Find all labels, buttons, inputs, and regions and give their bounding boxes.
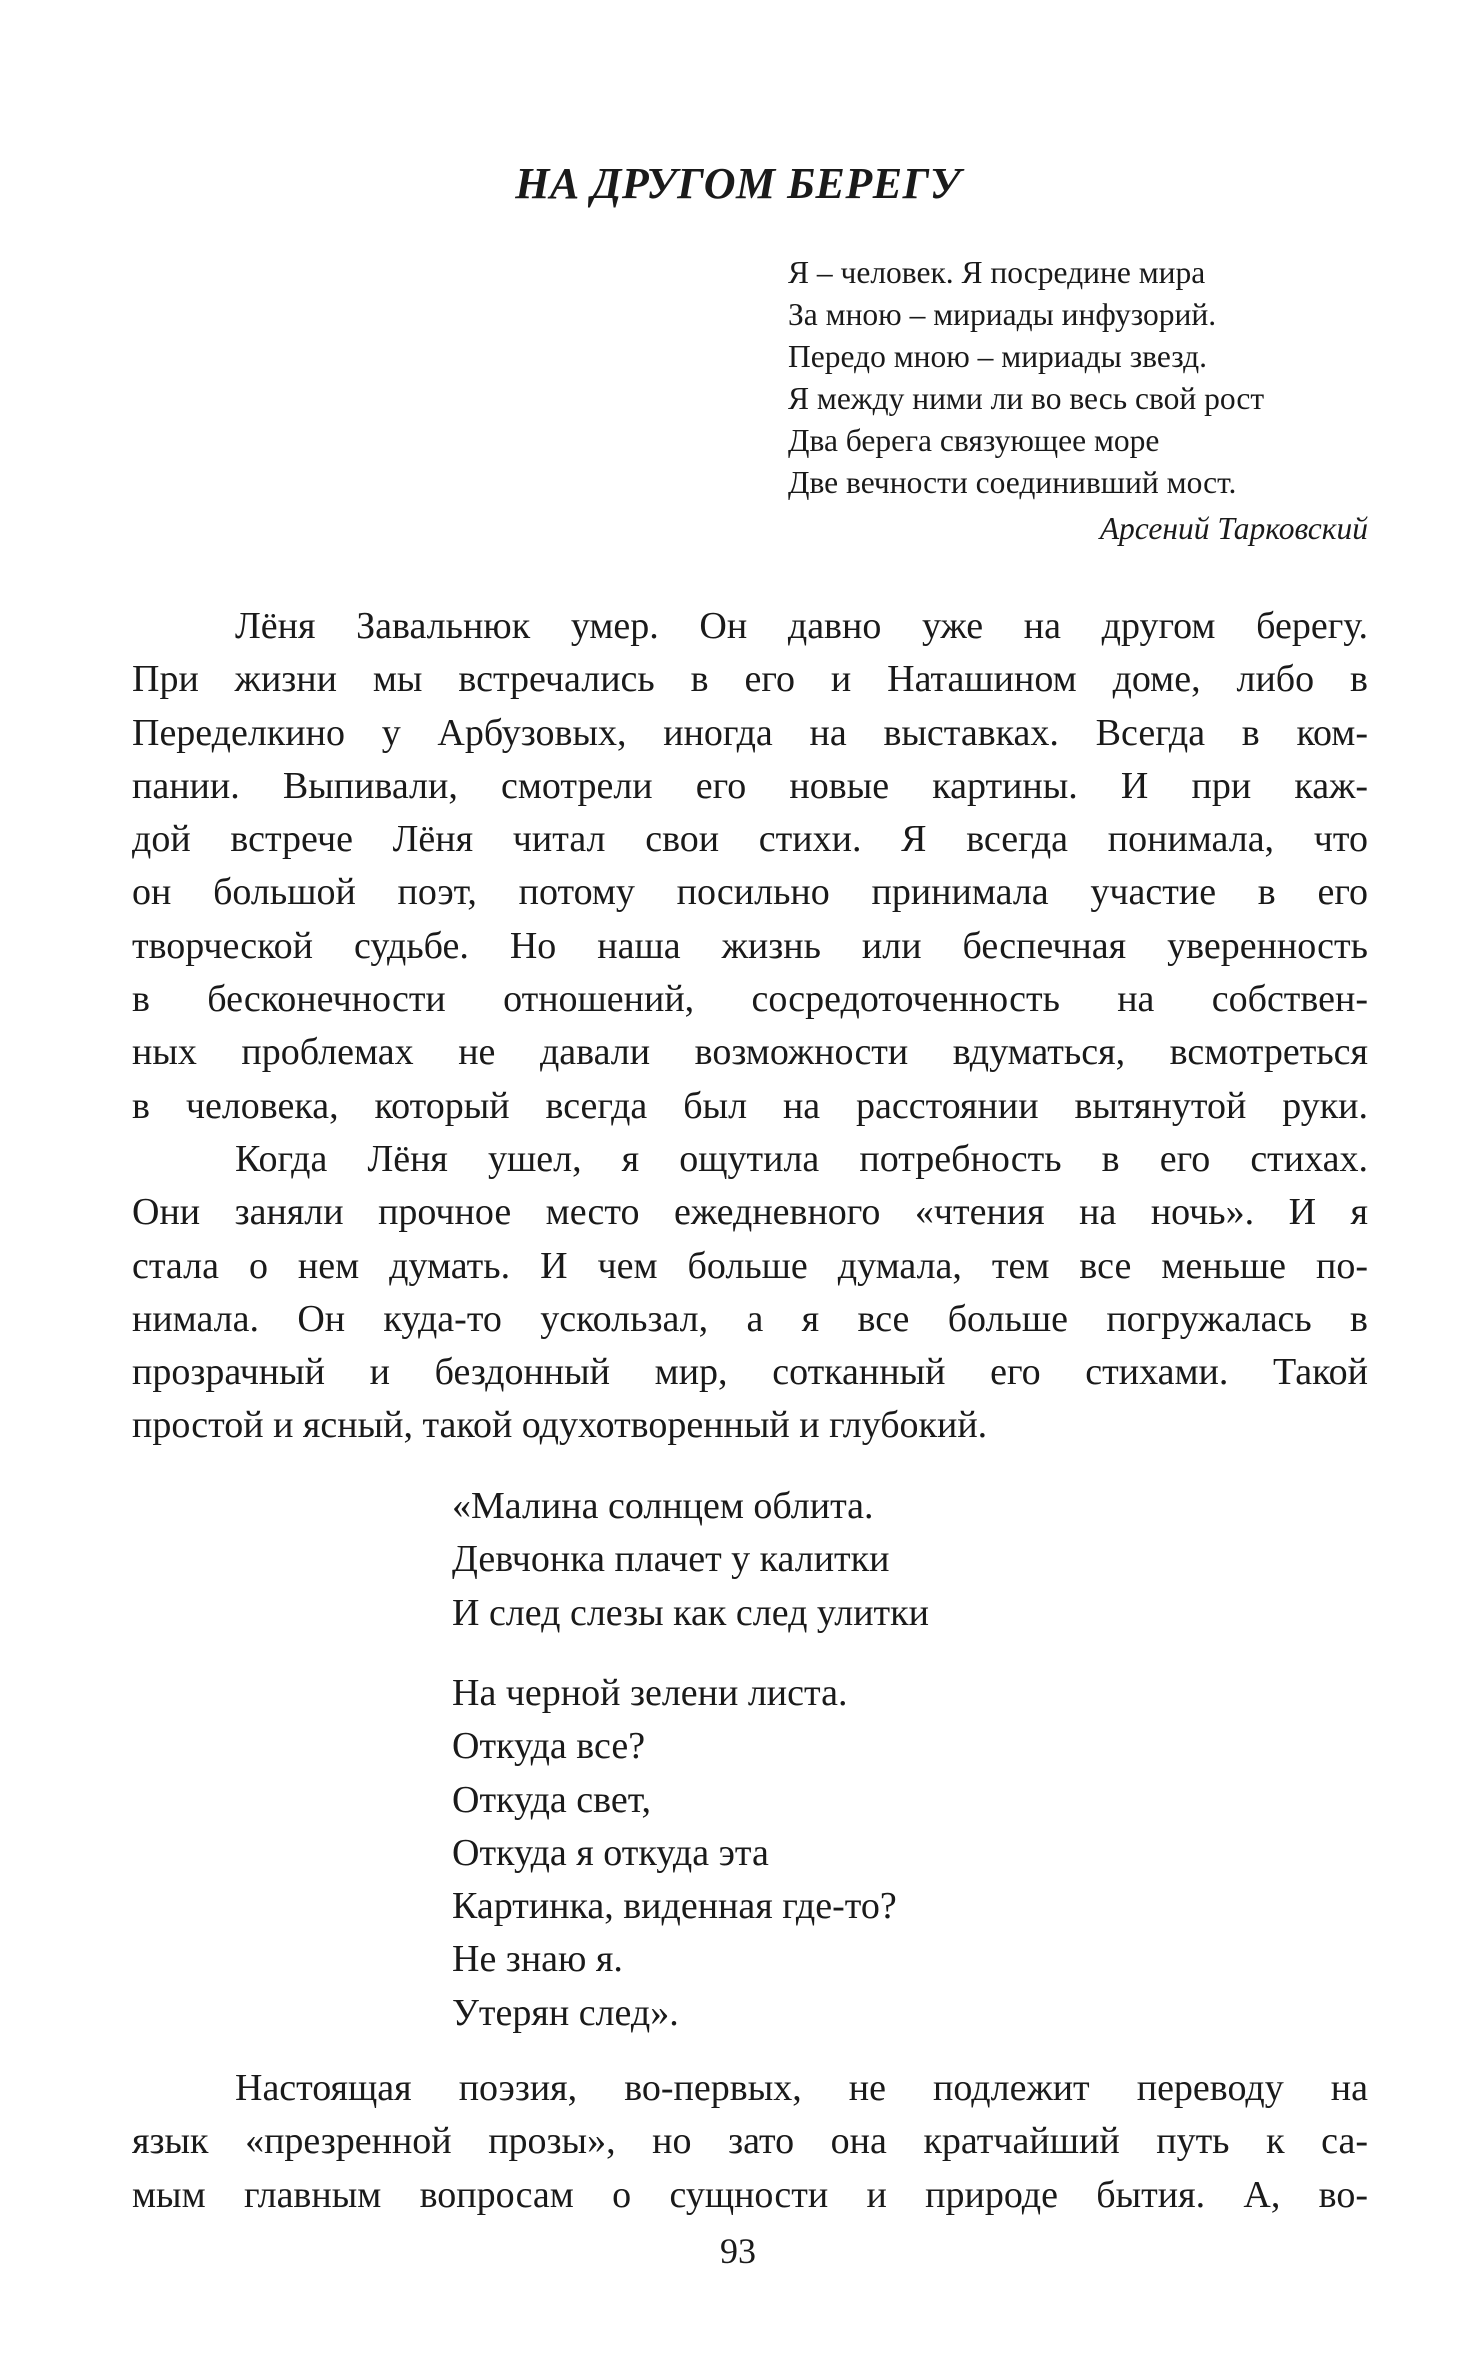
epigraph-line: Две вечности соединивший мост. bbox=[788, 465, 1237, 500]
poem-stanza-1 bbox=[452, 1480, 929, 1640]
text-line: ных проблемах не давали возможности вдуматься, всмотреться bbox=[132, 1031, 1368, 1074]
text-line: простой и ясный, такой одухотворенный и глубокий. bbox=[132, 1404, 988, 1447]
poem-line: Утерян след». bbox=[452, 1991, 679, 2034]
poem-line: Картинка, виденная где-то? bbox=[452, 1885, 897, 1928]
text-line: Переделкино у Арбузовых, иногда на выставках. Всегда в ком- bbox=[132, 711, 1368, 754]
text-line: в бесконечности отношений, сосредоточенность на собствен- bbox=[132, 978, 1368, 1021]
epigraph bbox=[788, 252, 1368, 550]
poem-line: Не знаю я. bbox=[452, 1938, 623, 1981]
poem-stanza-2 bbox=[452, 1667, 897, 2040]
text-line: Когда Лёня ушел, я ощутила потребность в его стихах. bbox=[235, 1138, 1368, 1180]
text-line: язык «презренной прозы», но зато она кратчайший путь к са- bbox=[132, 2120, 1368, 2163]
text-line: Настоящая поэзия, во-первых, не подлежит переводу на bbox=[235, 2067, 1368, 2109]
epigraph-line: За мною – мириады инфузорий. bbox=[788, 297, 1217, 332]
poem-line: Откуда я откуда эта bbox=[452, 1831, 769, 1874]
paragraph-1 bbox=[132, 600, 1368, 1133]
text-line: стала о нем думать. И чем больше думала, тем все меньше по- bbox=[132, 1244, 1368, 1287]
paragraph-2 bbox=[132, 1133, 1368, 1453]
poem-line: Откуда все? bbox=[452, 1725, 646, 1768]
poem-line: И след слезы как след улитки bbox=[452, 1591, 929, 1634]
text-line: пании. Выпивали, смотрели его новые картины. И при каж- bbox=[132, 764, 1368, 807]
paragraph-3 bbox=[132, 2062, 1368, 2222]
text-line: творческой судьбе. Но наша жизнь или беспечная уверенность bbox=[132, 924, 1368, 967]
epigraph-line: Я между ними ли во весь свой рост bbox=[788, 381, 1265, 416]
poem-line: Девчонка плачет у калитки bbox=[452, 1538, 890, 1581]
text-line: Они заняли прочное место ежедневного «чтения на ночь». И я bbox=[132, 1191, 1368, 1234]
epigraph-line: Я – человек. Я посредине мира bbox=[788, 255, 1206, 290]
text-line: Лёня Завальнюк умер. Он давно уже на другом берегу. bbox=[235, 605, 1368, 647]
text-line: прозрачный и бездонный мир, сотканный его стихами. Такой bbox=[132, 1351, 1368, 1394]
poem-line: Откуда свет, bbox=[452, 1778, 651, 1821]
text-line: нимала. Он куда-то ускользал, а я все больше погружалась в bbox=[132, 1297, 1368, 1340]
text-line: При жизни мы встречались в его и Наташином доме, либо в bbox=[132, 658, 1368, 701]
text-line: дой встрече Лёня читал свои стихи. Я всегда понимала, что bbox=[132, 818, 1368, 861]
text-line: мым главным вопросам о сущности и природе бытия. А, во- bbox=[132, 2173, 1368, 2216]
epigraph-line: Передо мною – мириады звезд. bbox=[788, 339, 1207, 374]
epigraph-line: Два берега связующее море bbox=[788, 423, 1160, 458]
text-line: в человека, который всегда был на расстоянии вытянутой руки. bbox=[132, 1084, 1368, 1127]
poem-line: На черной зелени листа. bbox=[452, 1672, 848, 1714]
chapter-title: НА ДРУГОМ БЕРЕГУ bbox=[515, 159, 961, 208]
epigraph-author: Арсений Тарковский bbox=[1099, 511, 1368, 546]
poem-line: «Малина солнцем облита. bbox=[452, 1485, 874, 1527]
text-line: он большой поэт, потому посильно принимала участие в его bbox=[132, 871, 1368, 914]
page-number: 93 bbox=[720, 2231, 756, 2271]
